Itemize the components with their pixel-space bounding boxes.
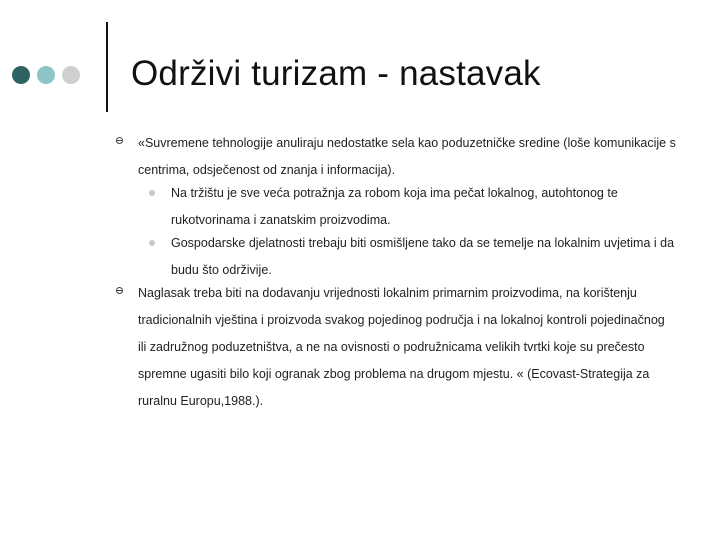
sub-bullet-item-1 — [149, 180, 689, 234]
hollow-bullet-icon — [116, 287, 123, 294]
dot-grey — [62, 66, 80, 84]
sub-bullet-icon — [149, 190, 155, 196]
dot-light-teal — [37, 66, 55, 84]
bullet-text-2: Naglasak treba biti na dodavanju vrijednosti lokalnim primarnim proizvodima, na korištenju tradicionalnih vještina i proizvoda svakog pojedinog područja i na lokalnoj kontroli pojedinačnog ili zadružnog poduzetništva, a ne na ovisnosti o podružnicama velikih tvrtki koje su prečesto spremne ugasiti bilo koji ogranak zbog problema na drugom mjestu. « (Ecovast-Strategija za ruralnu Europu,1988.). — [138, 286, 665, 408]
hollow-bullet-icon — [116, 137, 123, 144]
bullet-item-2 — [116, 280, 676, 415]
dot-dark-teal — [12, 66, 30, 84]
sub-bullet-text-1: Na tržištu je sve veća potražnja za robom koja ima pečat lokalnog, autohtonog te rukotvorinama i zanatskim proizvodima. — [171, 186, 618, 227]
bullet-text-1: «Suvremene tehnologije anuliraju nedostatke sela kao poduzetničke sredine (loše komunikacije s centrima, odsječenost od znanja i informacija). — [138, 136, 676, 177]
sub-bullet-icon — [149, 240, 155, 246]
sub-bullet-text-2: Gospodarske djelatnosti trebaju biti osmišljene tako da se temelje na lokalnim uvjetima i da budu što održivije. — [171, 236, 675, 277]
bullet-item-1 — [116, 130, 676, 184]
slide-title: Održivi turizam - nastavak — [131, 54, 541, 93]
decorative-dots — [12, 66, 80, 84]
title-divider-line — [106, 22, 108, 112]
sub-bullet-item-2 — [149, 230, 689, 284]
